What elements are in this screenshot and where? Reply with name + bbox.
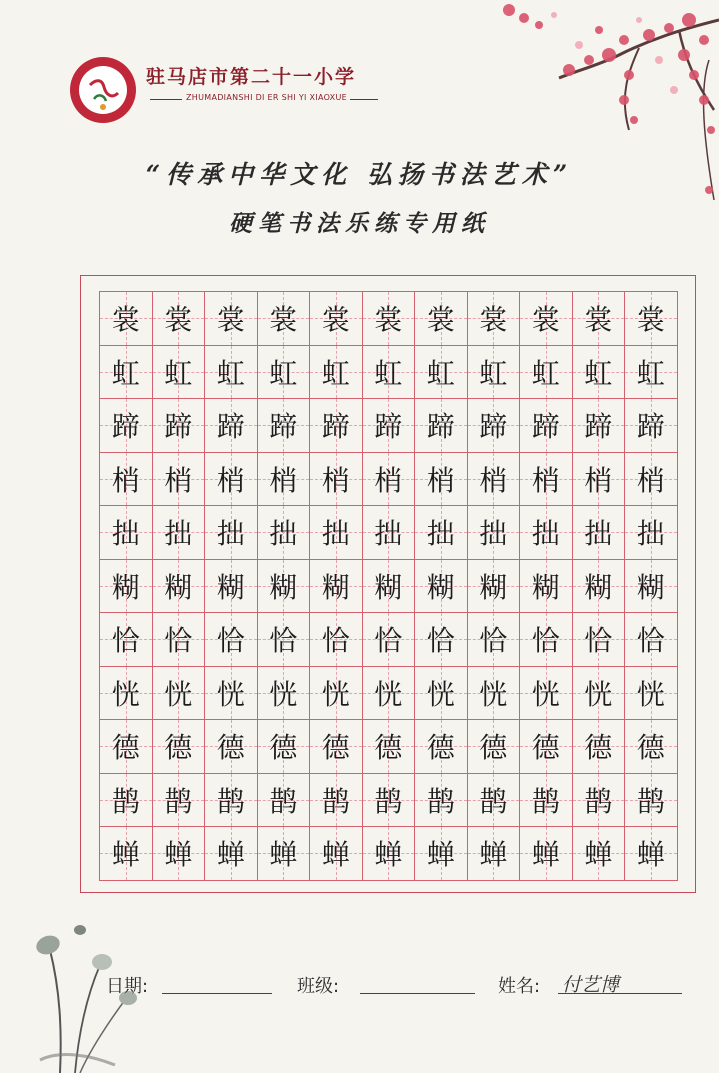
- practice-character: 糊: [269, 570, 298, 604]
- grid-cell: [415, 827, 468, 881]
- grid-cell: [573, 453, 626, 507]
- grid-cell: [205, 506, 258, 560]
- grid-cell: [468, 453, 521, 507]
- date-label: 日期:: [106, 976, 149, 997]
- grid-cell: [153, 827, 206, 881]
- practice-character: 糊: [111, 570, 140, 604]
- grid-cell: [415, 453, 468, 507]
- practice-character: 德: [584, 731, 613, 765]
- grid-cell: [415, 292, 468, 346]
- practice-character: 拙: [479, 517, 508, 551]
- practice-character: 德: [374, 731, 403, 765]
- grid-cell: [415, 720, 468, 774]
- grid-cell: [520, 774, 573, 828]
- grid-cell: [310, 399, 363, 453]
- practice-character: 糊: [321, 570, 350, 604]
- practice-character: 鹊: [531, 784, 560, 818]
- practice-character: 蹄: [584, 410, 613, 444]
- practice-character: 梢: [584, 463, 613, 497]
- practice-character: 蝉: [479, 838, 508, 872]
- practice-character: 裳: [584, 303, 613, 337]
- grid-cell: [205, 827, 258, 881]
- practice-character: 虹: [584, 356, 613, 390]
- grid-cell: [153, 346, 206, 400]
- grid-cell: [520, 720, 573, 774]
- grid-cell: [415, 667, 468, 721]
- grid-cell: [468, 774, 521, 828]
- grid-cell: [468, 506, 521, 560]
- grid-cell: [100, 827, 153, 881]
- practice-character: 梢: [164, 463, 193, 497]
- grid-cell: [153, 453, 206, 507]
- practice-character: 德: [426, 731, 455, 765]
- grid-cell: [468, 560, 521, 614]
- grid-cell: [100, 292, 153, 346]
- grid-cell: [258, 506, 311, 560]
- grid-cell: [310, 453, 363, 507]
- grid-cell: [100, 774, 153, 828]
- practice-character: 蝉: [636, 838, 665, 872]
- grid-cell: [468, 613, 521, 667]
- grid-cell: [258, 774, 311, 828]
- grid-cell: [100, 453, 153, 507]
- grid-cell: [205, 720, 258, 774]
- grid-cell: [625, 292, 678, 346]
- grid-cell: [310, 827, 363, 881]
- practice-character: 梢: [269, 463, 298, 497]
- grid-cell: [625, 346, 678, 400]
- grid-cell: [520, 560, 573, 614]
- grid-cell: [258, 827, 311, 881]
- grid-cell: [100, 506, 153, 560]
- grid-cell: [258, 453, 311, 507]
- practice-character: 蝉: [531, 838, 560, 872]
- practice-character: 蹄: [216, 410, 245, 444]
- practice-character: 虹: [374, 356, 403, 390]
- grid-cell: [625, 453, 678, 507]
- practice-character: 虹: [426, 356, 455, 390]
- practice-character: 梢: [216, 463, 245, 497]
- practice-character: 拙: [216, 517, 245, 551]
- practice-character: 裳: [636, 303, 665, 337]
- practice-character: 德: [531, 731, 560, 765]
- school-name: 驻马店市第二十一小学: [146, 66, 357, 88]
- grid-cell: [573, 346, 626, 400]
- practice-character: 梢: [321, 463, 350, 497]
- grid-cell: [415, 560, 468, 614]
- grid-cell: [363, 667, 416, 721]
- plum-blossom-decoration: [479, 0, 719, 230]
- practice-character: 糊: [216, 570, 245, 604]
- grid-cell: [520, 827, 573, 881]
- practice-character: 虹: [636, 356, 665, 390]
- practice-character: 梢: [531, 463, 560, 497]
- grid-cell: [310, 720, 363, 774]
- grid-cell: [415, 774, 468, 828]
- practice-character: 裳: [164, 303, 193, 337]
- practice-character: 糊: [426, 570, 455, 604]
- grid-cell: [205, 774, 258, 828]
- practice-character: 鹊: [426, 784, 455, 818]
- grid-cell: [363, 292, 416, 346]
- practice-character: 拙: [426, 517, 455, 551]
- grid-cell: [520, 453, 573, 507]
- grid-cell: [363, 720, 416, 774]
- practice-character: 恍: [531, 677, 560, 711]
- practice-character: 恰: [374, 624, 403, 658]
- grid-cell: [363, 774, 416, 828]
- practice-character: 虹: [164, 356, 193, 390]
- grid-cell: [573, 399, 626, 453]
- practice-character: 恍: [216, 677, 245, 711]
- practice-character: 恰: [321, 624, 350, 658]
- grid-cell: [153, 667, 206, 721]
- practice-character: 恰: [164, 624, 193, 658]
- practice-character: 蹄: [321, 410, 350, 444]
- sheet-title: 硬笔书法乐练专用纸: [229, 210, 490, 237]
- grid-cell: [310, 560, 363, 614]
- grid-cell: [573, 774, 626, 828]
- grid-cell: [258, 667, 311, 721]
- grid-cell: [100, 720, 153, 774]
- practice-character: 虹: [479, 356, 508, 390]
- grid-cell: [415, 506, 468, 560]
- practice-character: 恍: [321, 677, 350, 711]
- grid-cell: [310, 667, 363, 721]
- practice-character: 鹊: [321, 784, 350, 818]
- grid-cell: [468, 399, 521, 453]
- name-label: 姓名:: [498, 976, 541, 997]
- practice-character: 梢: [479, 463, 508, 497]
- school-pinyin: ZHUMADIANSHI DI ER SHI YI XIAOXUE: [186, 93, 347, 102]
- grid-cell: [258, 292, 311, 346]
- grid-cell: [573, 667, 626, 721]
- practice-character: 蝉: [164, 838, 193, 872]
- practice-character: 梢: [426, 463, 455, 497]
- grid-cell: [205, 346, 258, 400]
- practice-character: 鹊: [216, 784, 245, 818]
- grid-cell: [258, 613, 311, 667]
- grid-cell: [153, 292, 206, 346]
- grid-cell: [153, 506, 206, 560]
- practice-character: 糊: [374, 570, 403, 604]
- practice-character: 蝉: [426, 838, 455, 872]
- grid-cell: [363, 613, 416, 667]
- practice-character: 虹: [321, 356, 350, 390]
- practice-character: 拙: [531, 517, 560, 551]
- sheet-slogan: “传承中华文化 弘扬书法艺术”: [145, 160, 574, 189]
- practice-character: 糊: [479, 570, 508, 604]
- practice-character: 虹: [216, 356, 245, 390]
- practice-character: 蹄: [636, 410, 665, 444]
- grid-cell: [573, 292, 626, 346]
- practice-character: 蝉: [111, 838, 140, 872]
- practice-character: 恰: [584, 624, 613, 658]
- practice-character: 恍: [111, 677, 140, 711]
- practice-character: 蹄: [164, 410, 193, 444]
- grid-cell: [573, 506, 626, 560]
- grid-cell: [205, 399, 258, 453]
- grid-cell: [520, 346, 573, 400]
- practice-character: 恍: [269, 677, 298, 711]
- grid-cell: [415, 613, 468, 667]
- grid-cell: [363, 346, 416, 400]
- grid-cell: [520, 613, 573, 667]
- grid-cell: [205, 292, 258, 346]
- practice-character: 德: [111, 731, 140, 765]
- grid-cell: [310, 346, 363, 400]
- grid-cell: [153, 560, 206, 614]
- practice-character: 糊: [164, 570, 193, 604]
- grid-cell: [363, 560, 416, 614]
- practice-character: 鹊: [111, 784, 140, 818]
- grid-cell: [363, 399, 416, 453]
- grid-cell: [520, 667, 573, 721]
- grid-cell: [573, 613, 626, 667]
- practice-character: 恍: [164, 677, 193, 711]
- practice-character: 蹄: [111, 410, 140, 444]
- grid-cell: [310, 774, 363, 828]
- grid-cell: [153, 774, 206, 828]
- grid-cell: [468, 346, 521, 400]
- practice-character: 蝉: [321, 838, 350, 872]
- practice-character: 糊: [584, 570, 613, 604]
- grid-cell: [573, 720, 626, 774]
- practice-character: 恰: [111, 624, 140, 658]
- practice-character: 恰: [636, 624, 665, 658]
- practice-character: 拙: [321, 517, 350, 551]
- practice-character: 恍: [426, 677, 455, 711]
- grid-cell: [625, 774, 678, 828]
- practice-character: 蹄: [374, 410, 403, 444]
- grid-cell: [258, 399, 311, 453]
- grid-cell: [100, 613, 153, 667]
- grid-cell: [258, 346, 311, 400]
- school-emblem-icon: [68, 55, 138, 125]
- grid-cell: [205, 613, 258, 667]
- student-name: 付艺博: [562, 974, 620, 996]
- grid-cell: [468, 720, 521, 774]
- grid-cell: [468, 827, 521, 881]
- grid-cell: [625, 399, 678, 453]
- practice-character: 梢: [374, 463, 403, 497]
- grid-cell: [415, 346, 468, 400]
- practice-character: 裳: [216, 303, 245, 337]
- practice-grid: [99, 291, 678, 881]
- practice-character: 恍: [636, 677, 665, 711]
- practice-character: 裳: [321, 303, 350, 337]
- practice-character: 拙: [584, 517, 613, 551]
- practice-character: 蹄: [531, 410, 560, 444]
- practice-character: 裳: [374, 303, 403, 337]
- grid-cell: [153, 613, 206, 667]
- grid-cell: [625, 827, 678, 881]
- class-field-line: [360, 993, 475, 994]
- practice-character: 恰: [531, 624, 560, 658]
- grid-cell: [468, 292, 521, 346]
- practice-character: 蝉: [216, 838, 245, 872]
- grid-cell: [310, 506, 363, 560]
- practice-character: 蝉: [269, 838, 298, 872]
- grid-cell: [100, 399, 153, 453]
- practice-character: 恍: [374, 677, 403, 711]
- practice-character: 裳: [426, 303, 455, 337]
- practice-character: 恰: [216, 624, 245, 658]
- practice-character: 德: [636, 731, 665, 765]
- grid-cell: [310, 292, 363, 346]
- practice-character: 虹: [111, 356, 140, 390]
- practice-character: 鹊: [636, 784, 665, 818]
- practice-character: 裳: [111, 303, 140, 337]
- grid-cell: [205, 453, 258, 507]
- grid-cell: [520, 399, 573, 453]
- practice-character: 鹊: [374, 784, 403, 818]
- practice-character: 鹊: [479, 784, 508, 818]
- practice-character: 鹊: [269, 784, 298, 818]
- practice-character: 蹄: [426, 410, 455, 444]
- grid-cell: [205, 560, 258, 614]
- grid-cell: [625, 720, 678, 774]
- practice-character: 拙: [636, 517, 665, 551]
- practice-character: 德: [164, 731, 193, 765]
- grid-cell: [520, 292, 573, 346]
- grid-cell: [258, 560, 311, 614]
- practice-character: 拙: [111, 517, 140, 551]
- grid-cell: [153, 399, 206, 453]
- grid-cell: [100, 346, 153, 400]
- practice-character: 梢: [636, 463, 665, 497]
- practice-character: 拙: [269, 517, 298, 551]
- practice-character: 恰: [426, 624, 455, 658]
- grid-cell: [100, 560, 153, 614]
- school-name-rule-left: [150, 99, 182, 100]
- practice-character: 拙: [374, 517, 403, 551]
- practice-character: 虹: [269, 356, 298, 390]
- date-field-line: [162, 993, 272, 994]
- practice-character: 鹊: [164, 784, 193, 818]
- grid-cell: [625, 667, 678, 721]
- grid-cell: [363, 453, 416, 507]
- practice-character: 裳: [531, 303, 560, 337]
- grid-cell: [363, 827, 416, 881]
- practice-character: 德: [321, 731, 350, 765]
- practice-character: 拙: [164, 517, 193, 551]
- practice-character: 糊: [531, 570, 560, 604]
- practice-character: 恰: [479, 624, 508, 658]
- practice-character: 恍: [479, 677, 508, 711]
- grid-cell: [258, 720, 311, 774]
- practice-character: 蹄: [269, 410, 298, 444]
- school-name-rule-right: [350, 99, 378, 100]
- practice-character: 蝉: [584, 838, 613, 872]
- grid-cell: [205, 667, 258, 721]
- grid-cell: [625, 560, 678, 614]
- grid-cell: [573, 560, 626, 614]
- practice-character: 德: [269, 731, 298, 765]
- grid-cell: [625, 506, 678, 560]
- grid-cell: [363, 506, 416, 560]
- practice-character: 德: [479, 731, 508, 765]
- practice-character: 虹: [531, 356, 560, 390]
- grid-cell: [573, 827, 626, 881]
- practice-character: 鹊: [584, 784, 613, 818]
- practice-character: 糊: [636, 570, 665, 604]
- practice-character: 梢: [111, 463, 140, 497]
- practice-character: 恰: [269, 624, 298, 658]
- practice-character: 蹄: [479, 410, 508, 444]
- practice-character: 德: [216, 731, 245, 765]
- practice-character: 恍: [584, 677, 613, 711]
- grid-cell: [100, 667, 153, 721]
- grid-cell: [310, 613, 363, 667]
- grid-cell: [415, 399, 468, 453]
- practice-character: 裳: [269, 303, 298, 337]
- practice-character: 裳: [479, 303, 508, 337]
- practice-character: 蝉: [374, 838, 403, 872]
- class-label: 班级:: [297, 976, 340, 997]
- grid-cell: [625, 613, 678, 667]
- grid-cell: [520, 506, 573, 560]
- grid-cell: [468, 667, 521, 721]
- grid-cell: [153, 720, 206, 774]
